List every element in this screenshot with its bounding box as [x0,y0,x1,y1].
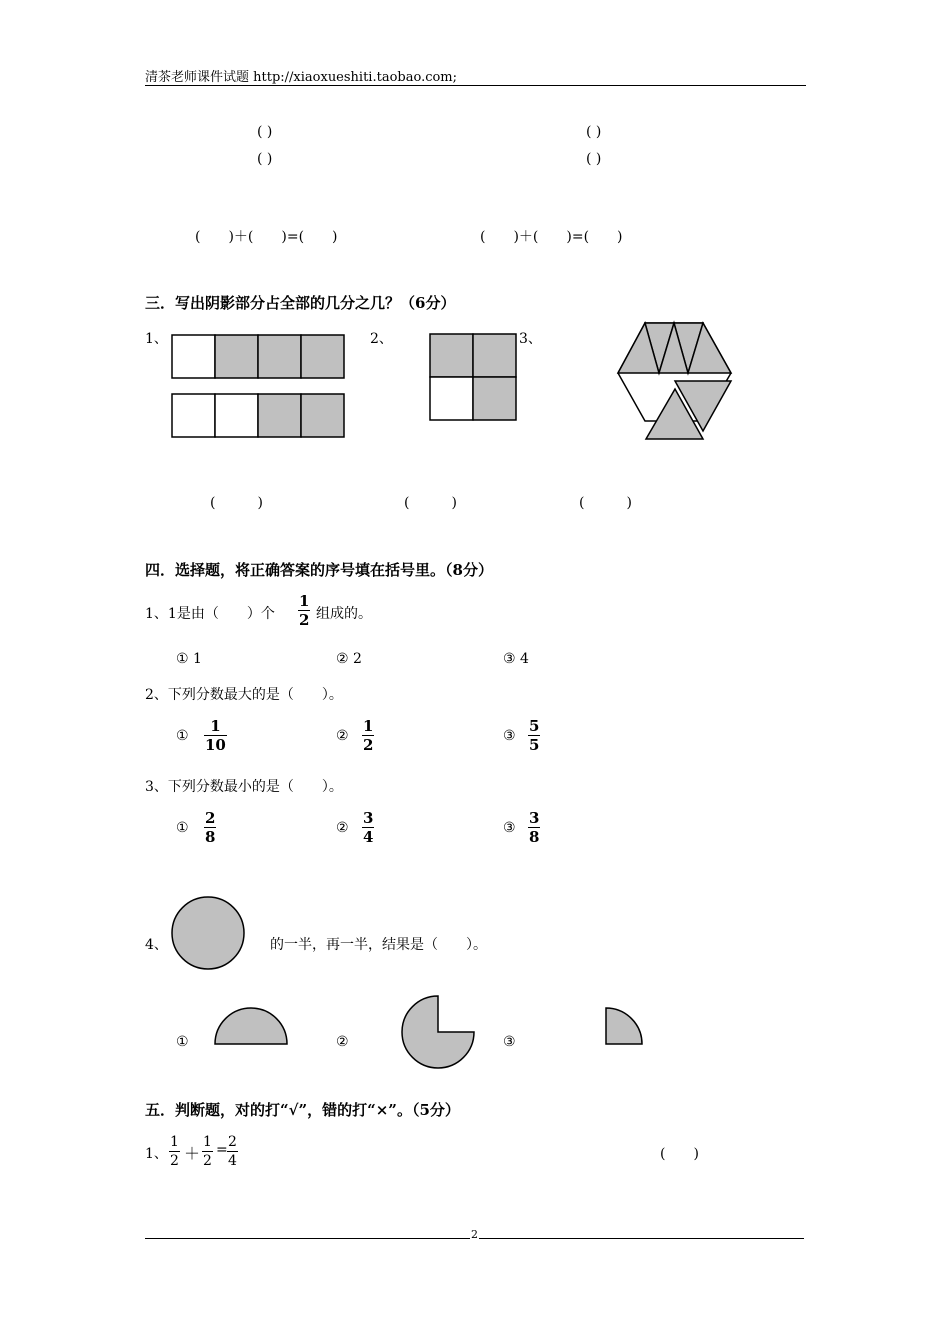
full-circle-figure [170,895,246,971]
q2-fraction-2: 1 2 [363,717,374,754]
q3-fraction-3: 3 8 [529,809,540,846]
s5-fraction-c: 2 4 [228,1134,237,1169]
plus-sign: ＋ [184,1144,201,1163]
answer-blank-3: ( ) [579,495,632,511]
q1-option-3: ③ 4 [503,651,529,667]
q4-mark-2: ② [336,1034,349,1050]
judgement-blank: ( ) [660,1146,699,1162]
q3-mark-2: ② [336,820,349,836]
section-5-title: 五．判断题，对的打“√”，错的打“×”。（5分） [145,1101,460,1119]
section-3-title: 三．写出阴影部分占全部的几分之几？（6分） [145,294,456,312]
answer-paren: ( ) [586,124,602,140]
q1-stem-suffix: 组成的。 [316,606,372,622]
q3-stem: 3、下列分数最小的是（ ）。 [145,779,343,795]
header-rule [145,85,806,86]
q1-fraction: 1 2 [299,592,310,629]
q3-number: 3、 [519,331,542,347]
q1-number: 1、 [145,331,168,347]
sum-equation-right: ( )＋( )=( ) [480,229,623,245]
q2-stem: 2、下列分数最大的是（ ）。 [145,687,343,703]
three-quarter-circle-figure [400,994,476,1070]
s5-fraction-b: 1 2 [203,1134,212,1169]
hexagon-triangles [615,321,735,441]
answer-paren: ( ) [257,151,273,167]
fraction-bar-bottom [171,393,347,439]
answer-paren: ( ) [586,151,602,167]
answer-paren: ( ) [257,124,273,140]
fraction-square-grid [429,333,519,423]
q3-mark-1: ① [176,820,189,836]
quarter-circle-figure [604,1007,644,1047]
equals-sign: = [216,1142,228,1158]
q3-fraction-2: 3 4 [363,809,374,846]
q4-mark-1: ① [176,1034,189,1050]
q1-option-1: ① 1 [176,651,202,667]
q4-mark-3: ③ [503,1034,516,1050]
half-circle-figure [213,1007,289,1047]
q2-mark-3: ③ [503,728,516,744]
q2-number: 2、 [370,331,393,347]
q3-mark-3: ③ [503,820,516,836]
answer-blank-2: ( ) [404,495,457,511]
q2-fraction-3: 5 5 [529,717,540,754]
q2-mark-1: ① [176,728,189,744]
s5-fraction-a: 1 2 [170,1134,179,1169]
q1-option-2: ② 2 [336,651,362,667]
q4-stem: 的一半，再一半，结果是（ ）。 [270,937,487,953]
fraction-bar-top [171,334,347,380]
q3-fraction-1: 2 8 [205,809,216,846]
s5-q1-number: 1、 [145,1146,168,1162]
q2-fraction-1: 1 10 [205,717,226,754]
answer-blank-1: ( ) [210,495,263,511]
q4-number: 4、 [145,937,168,953]
section-4-title: 四．选择题，将正确答案的序号填在括号里。（8分） [145,561,493,579]
sum-equation-left: ( )＋( )=( ) [195,229,338,245]
page-number: 2 [471,1228,478,1241]
q1-stem-prefix: 1、1是由（ ）个 [145,606,275,622]
q2-mark-2: ② [336,728,349,744]
page-header: 清茶老师课件试题 http://xiaoxueshiti.taobao.com; [145,70,458,85]
